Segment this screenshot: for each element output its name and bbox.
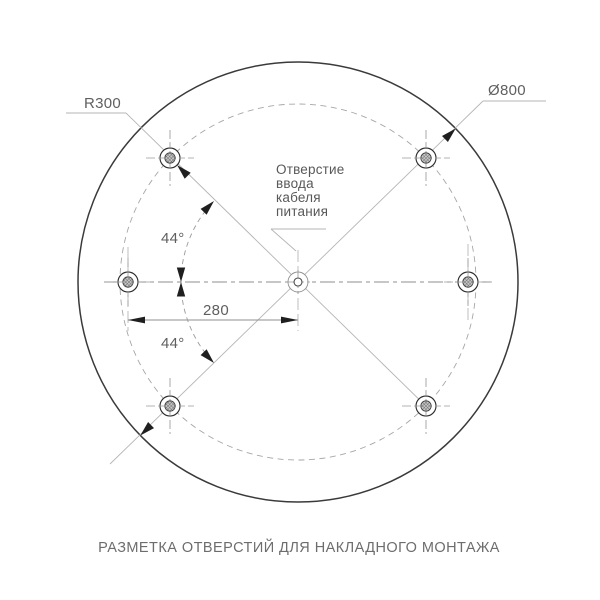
mounting-hole-lower-left (146, 378, 194, 434)
mounting-hole-upper-left (146, 130, 194, 186)
lower-arc-arrow (201, 349, 214, 363)
upper-angle-arc (181, 201, 214, 282)
cable-entry-hole (286, 270, 310, 294)
upper-arc-arrow (201, 201, 214, 215)
cable-entry-note (276, 162, 345, 219)
hole-hatched-core (165, 401, 175, 411)
lower-arc-horizontal-arrow (177, 282, 185, 297)
lower-angle-arc (181, 282, 214, 363)
radius-label: R300 (84, 95, 122, 112)
radius-arrow (177, 165, 191, 179)
hole-hatched-core (421, 153, 431, 163)
mounting-hole-upper-right (402, 130, 450, 186)
mounting-hole-lower-right (402, 378, 450, 434)
hole-hatched-core (421, 401, 431, 411)
note-line-2: ввода (276, 176, 314, 191)
diameter-arrow-top-right (442, 129, 456, 143)
note-leader-line (271, 229, 296, 251)
lower-angle-label: 44° (161, 335, 185, 352)
upper-arc-horizontal-arrow (177, 268, 185, 283)
hole-hatched-core (165, 153, 175, 163)
spacing-arrow-right (281, 317, 298, 324)
note-line-1: Отверстие (276, 162, 345, 177)
upper-angle-label: 44° (161, 230, 185, 247)
spacing-arrow-left (128, 317, 145, 324)
hole-inner-circle (294, 278, 302, 286)
note-line-3: кабеля (276, 190, 321, 205)
diameter-arrow-bottom-left (140, 422, 154, 436)
note-line-4: питания (276, 204, 329, 219)
drawing-caption: РАЗМЕТКА ОТВЕРСТИЙ ДЛЯ НАКЛАДНОГО МОНТАЖА (98, 540, 500, 556)
spacing-label: 280 (203, 302, 229, 319)
hole-hatched-core (123, 277, 133, 287)
diameter-label: Ø800 (488, 82, 526, 99)
hole-hatched-core (463, 277, 473, 287)
